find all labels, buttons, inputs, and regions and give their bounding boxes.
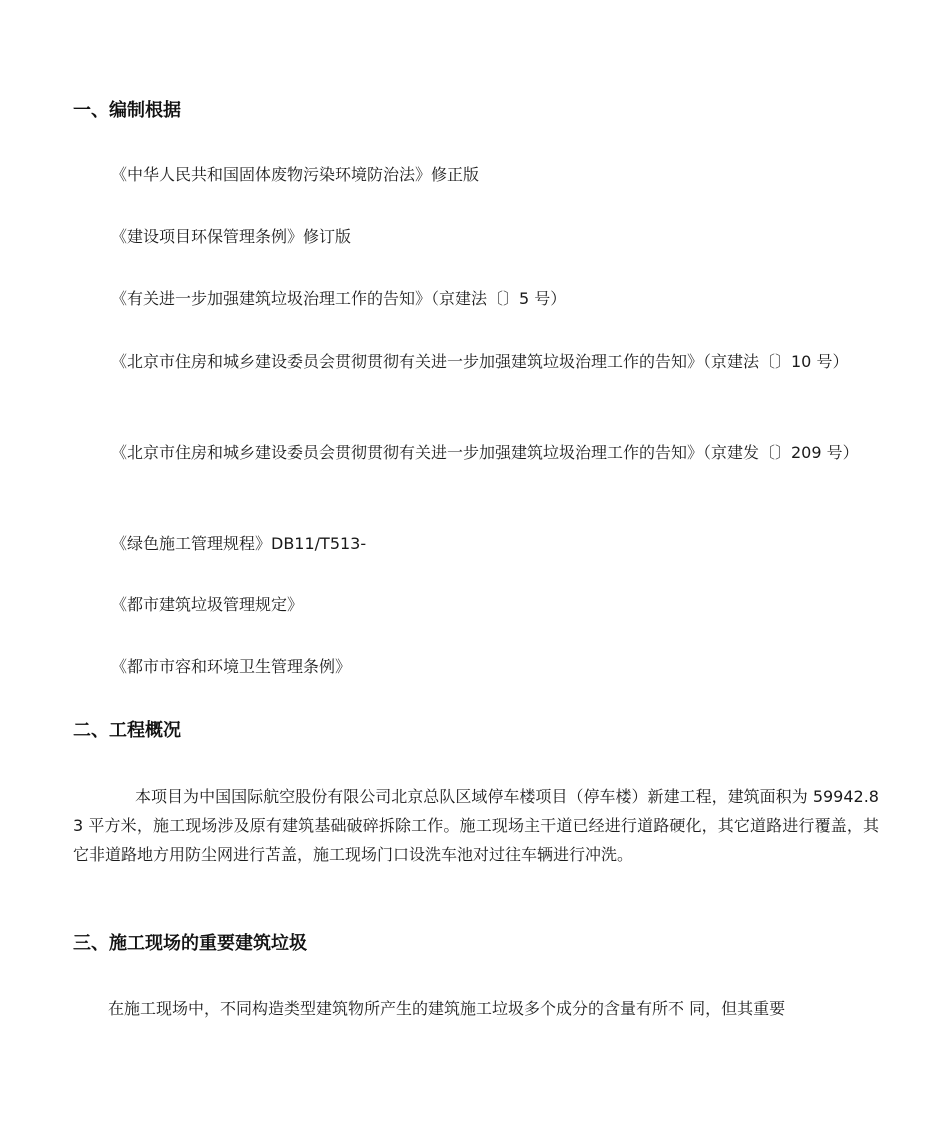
reference-item: 《建设项目环保管理条例》修订版: [111, 227, 352, 246]
reference-item: 《都市市容和环境卫生管理条例》: [111, 657, 352, 676]
reference-item: 《有关进一步加强建筑垃圾治理工作的告知》（京建法〔〕5 号）: [111, 289, 567, 308]
reference-item: 《都市建筑垃圾管理规定》: [111, 595, 304, 614]
overview-paragraph: 本项目为中国国际航空股份有限公司北京总队区域停车楼项目（停车楼）新建工程，建筑面积为 59942.83 平方米，施工现场涉及原有建筑基础破碎拆除工作。施工现场主干道已经进行道路硬化，其它道路进行覆盖，其它非道路地方用防尘网进行苫盖，施工现场门口设洗车池对过往车辆进行冲洗。: [73, 787, 879, 864]
reference-item: 《中华人民共和国固体废物污染环境防治法》修正版: [111, 165, 480, 184]
waste-paragraph: 在施工现场中，不同构造类型建筑物所产生的建筑施工垃圾多个成分的含量有所不 同，但其重要: [108, 999, 786, 1018]
reference-item: 《北京市住房和城乡建设委员会贯彻贯彻有关进一步加强建筑垃圾治理工作的告知》（京建法〔〕10 号）: [111, 352, 849, 371]
section-heading-waste: 三、施工现场的重要建筑垃圾: [73, 933, 307, 954]
section-heading-basis: 一、编制根据: [73, 100, 181, 121]
reference-item: 《北京市住房和城乡建设委员会贯彻贯彻有关进一步加强建筑垃圾治理工作的告知》（京建发〔〕209 号）: [111, 443, 859, 462]
section-heading-overview: 二、工程概况: [73, 720, 181, 741]
reference-item: 《绿色施工管理规程》DB11/T513-: [111, 534, 367, 553]
